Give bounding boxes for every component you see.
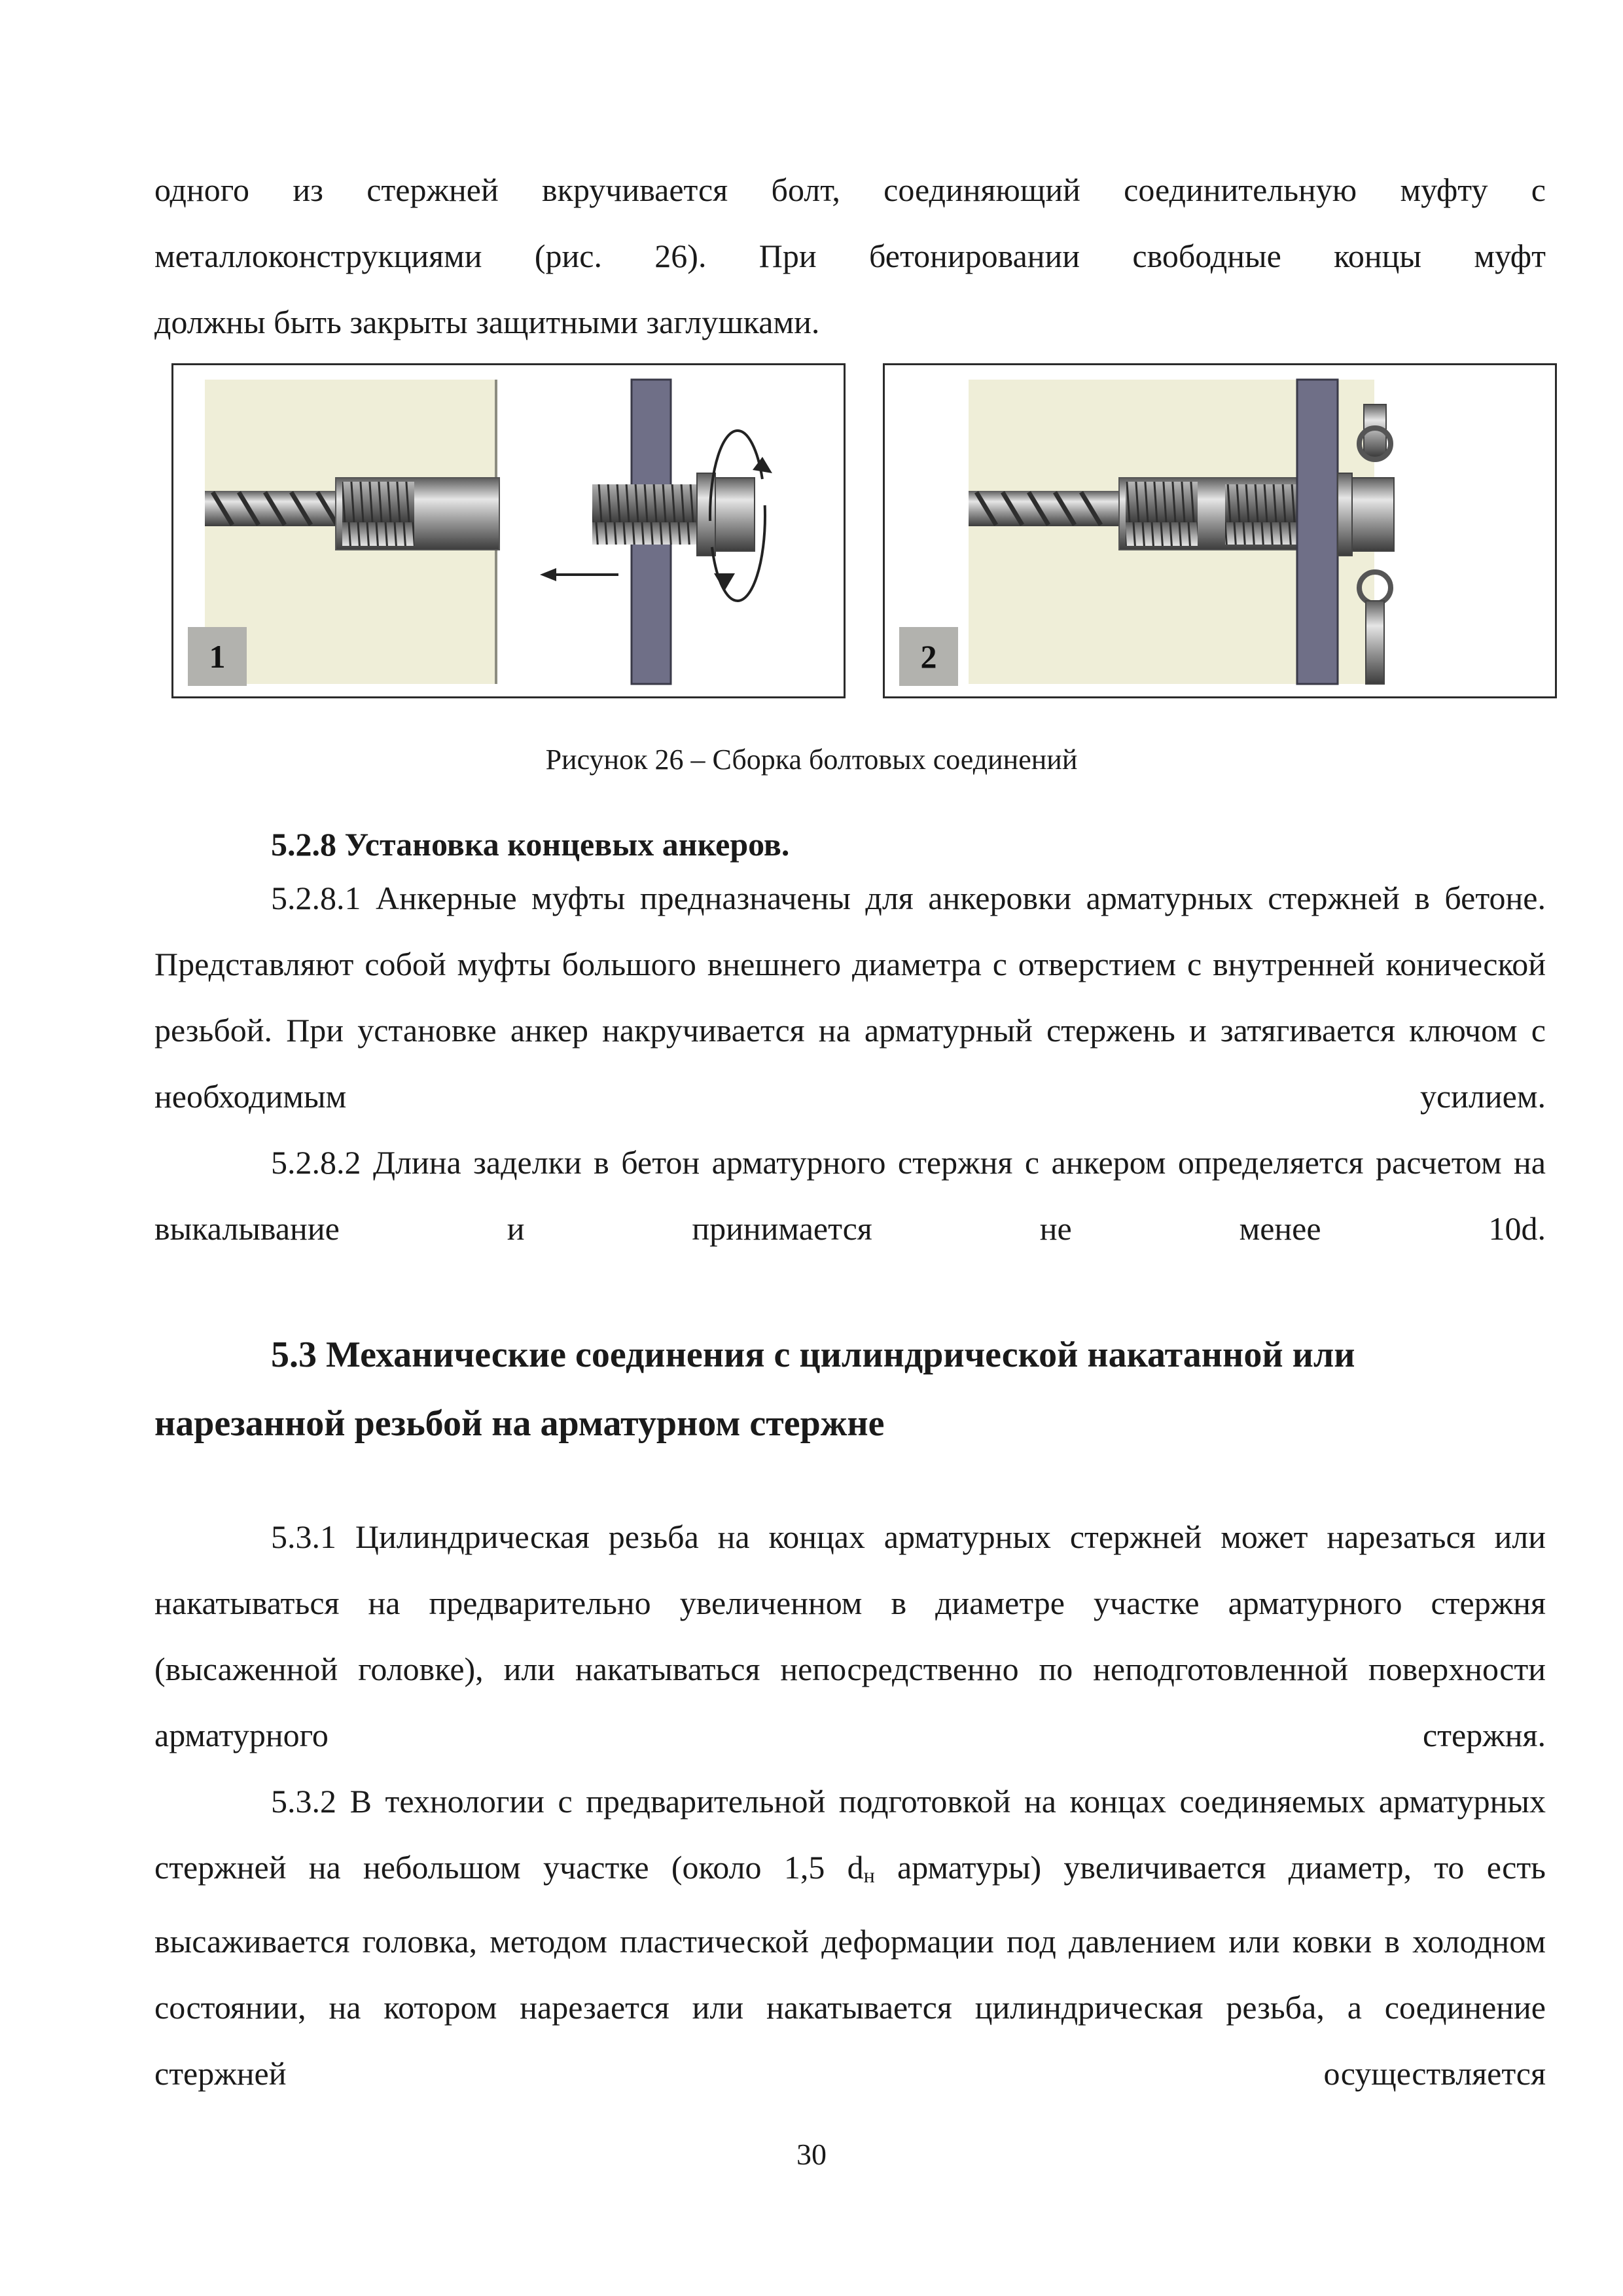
intro-line-1: одного из стержней вкручивается болт, соединяющий соединительную муфту с (154, 171, 1546, 208)
figure-panel-2 (883, 363, 1557, 698)
paragraph-532 (154, 1768, 1546, 2107)
section-53-heading: 5.3 Механические соединения с цилиндрической накатанной или нарезанной резьбой на арматурном стержне (154, 1335, 1355, 1444)
paragraph-532-text-start: 5.3.2 В технологии с предварительной подготовкой на концах соединяемых арматурных стержней на небольшом участке (около 1,5 d (154, 1783, 1546, 1886)
bolt-insertion-illustration (173, 365, 844, 696)
intro-line-2: металлоконструкциями (рис. 26). При бетонировании свободные концы муфт (154, 238, 1546, 274)
paragraph-5281: 5.2.8.1 Анкерные муфты предназначены для анкеровки арматурных стержней в бетоне. Представляют собой муфты большого внешнего диаметра с отверстием с внутренней конической резьбой. При установке анкер накручивается на арматурный стержень и затягивается ключом с необходимым усилием. (154, 880, 1546, 1115)
figure-panel-1 (171, 363, 846, 698)
section-528-heading: 5.2.8 Установка концевых анкеров. (271, 826, 790, 863)
page-number: 30 (796, 2138, 827, 2171)
diameter-subscript: н (863, 1863, 875, 1887)
paragraph-532-text-end: арматуры) увеличивается диаметр, то есть высаживается головка, методом пластической деформации под давлением или ковки в холодном состоянии, на котором нарезается или накатывается цилиндрическая резьба, а соединение стержней осуществляется (154, 1849, 1546, 2092)
paragraph-5282: 5.2.8.2 Длина заделки в бетон арматурного стержня с анкером определяется расчетом на выкалывание и принимается не менее 10d. (154, 1144, 1546, 1247)
intro-line-3: должны быть закрыты защитными заглушками. (154, 304, 820, 340)
paragraph-531: 5.3.1 Цилиндрическая резьба на концах арматурных стержней может нарезаться или накатываться на предварительно увеличенном в диаметре участке арматурного стержня (высаженной головке), или накатываться непосредственно по неподготовленной поверхности арматурного стержня. (154, 1518, 1546, 1753)
figure-caption: Рисунок 26 – Сборка болтовых соединений (545, 744, 1078, 776)
bolt-assembled-illustration (885, 365, 1555, 696)
panel-1-label: 1 (188, 627, 247, 686)
panel-2-label: 2 (899, 627, 958, 686)
